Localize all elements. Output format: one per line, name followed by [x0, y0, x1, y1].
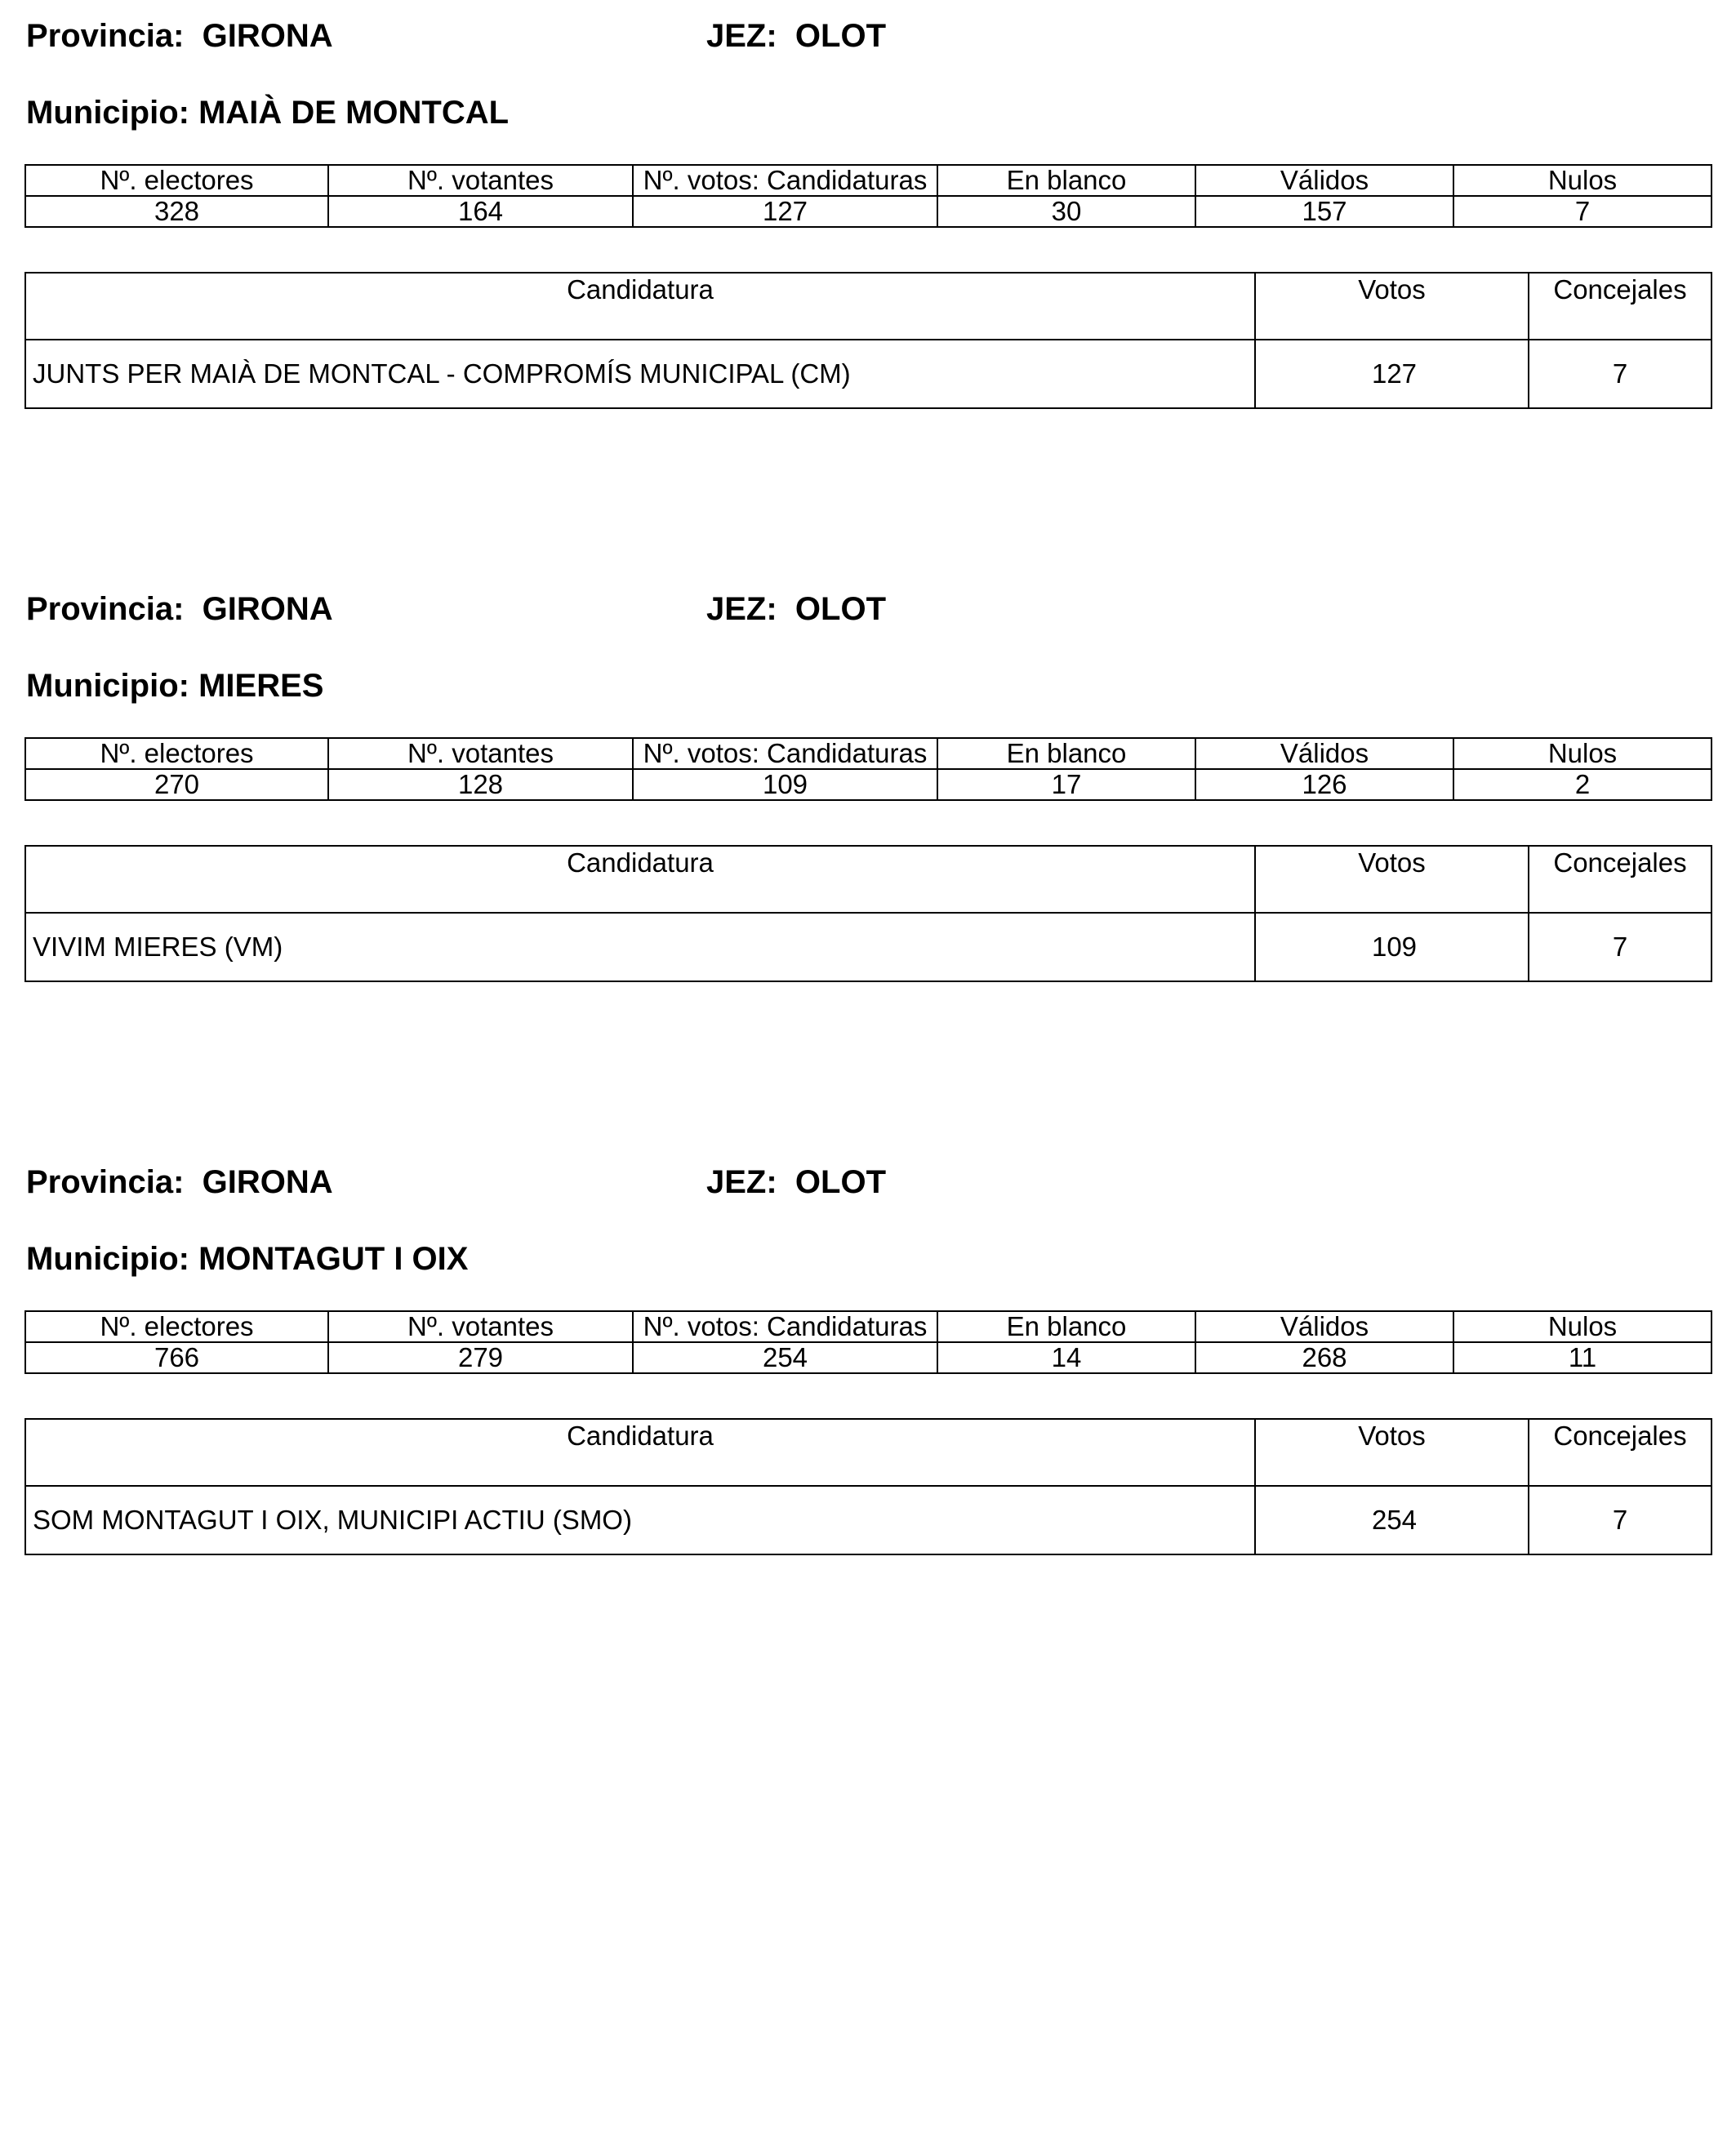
- header-votos-candidaturas: Nº. votos: Candidaturas: [633, 1311, 937, 1342]
- municipality-block: [0, 573, 1736, 1030]
- header-votantes: Nº. votantes: [328, 1311, 633, 1342]
- jez-line: [706, 1163, 886, 1202]
- jez-value: OLOT: [795, 1164, 887, 1200]
- municipality-block: [0, 0, 1736, 457]
- value-en-blanco: 17: [937, 769, 1195, 800]
- jez-value: OLOT: [795, 591, 887, 627]
- stats-header-row: [25, 1311, 1712, 1342]
- header-votos: Votos: [1255, 1419, 1529, 1486]
- municipio-value: MAIÀ DE MONTCAL: [198, 95, 510, 131]
- municipio-value: MIERES: [198, 668, 324, 704]
- candidatura-name: VIVIM MIERES (VM): [25, 913, 1255, 981]
- header-votos: Votos: [1255, 846, 1529, 913]
- provincia-label: Provincia:: [26, 18, 185, 54]
- stats-value-row: [25, 196, 1712, 227]
- municipio-label: Municipio:: [26, 668, 189, 704]
- municipio-line: [26, 1239, 468, 1279]
- header-nulos: Nulos: [1453, 165, 1712, 196]
- candidatura-row: [25, 913, 1712, 981]
- value-nulos: 2: [1453, 769, 1712, 800]
- municipio-line: [26, 666, 323, 705]
- value-electores: 270: [25, 769, 328, 800]
- candidatura-concejales: 7: [1529, 340, 1712, 408]
- value-votantes: 128: [328, 769, 633, 800]
- header-candidatura: Candidatura: [25, 273, 1255, 340]
- jez-value: OLOT: [795, 18, 887, 54]
- candidatura-table: [24, 272, 1712, 409]
- header-votos-candidaturas: Nº. votos: Candidaturas: [633, 738, 937, 769]
- header-candidatura: Candidatura: [25, 1419, 1255, 1486]
- value-electores: 328: [25, 196, 328, 227]
- value-nulos: 7: [1453, 196, 1712, 227]
- value-votantes: 279: [328, 1342, 633, 1373]
- value-votos-candidaturas: 109: [633, 769, 937, 800]
- header-electores: Nº. electores: [25, 1311, 328, 1342]
- value-votantes: 164: [328, 196, 633, 227]
- jez-label: JEZ:: [706, 591, 777, 627]
- candidatura-row: [25, 1486, 1712, 1554]
- provincia-line: [26, 16, 333, 56]
- candidatura-votos: 254: [1255, 1486, 1529, 1554]
- header-validos: Válidos: [1195, 1311, 1453, 1342]
- value-en-blanco: 14: [937, 1342, 1195, 1373]
- provincia-label: Provincia:: [26, 1164, 185, 1200]
- provincia-value: GIRONA: [202, 18, 333, 54]
- jez-label: JEZ:: [706, 18, 777, 54]
- candidatura-name: SOM MONTAGUT I OIX, MUNICIPI ACTIU (SMO): [25, 1486, 1255, 1554]
- header-votos-candidaturas: Nº. votos: Candidaturas: [633, 165, 937, 196]
- candidatura-header-row: [25, 1419, 1712, 1486]
- value-validos: 126: [1195, 769, 1453, 800]
- jez-label: JEZ:: [706, 1164, 777, 1200]
- municipio-line: [26, 93, 509, 132]
- header-votantes: Nº. votantes: [328, 165, 633, 196]
- header-concejales: Concejales: [1529, 846, 1712, 913]
- provincia-line: [26, 589, 333, 629]
- header-concejales: Concejales: [1529, 273, 1712, 340]
- value-electores: 766: [25, 1342, 328, 1373]
- provincia-label: Provincia:: [26, 591, 185, 627]
- municipio-value: MONTAGUT I OIX: [198, 1241, 469, 1277]
- stats-value-row: [25, 1342, 1712, 1373]
- header-concejales: Concejales: [1529, 1419, 1712, 1486]
- jez-line: [706, 589, 886, 629]
- header-en-blanco: En blanco: [937, 738, 1195, 769]
- candidatura-concejales: 7: [1529, 913, 1712, 981]
- header-nulos: Nulos: [1453, 1311, 1712, 1342]
- candidatura-row: [25, 340, 1712, 408]
- provincia-line: [26, 1163, 333, 1202]
- provincia-value: GIRONA: [202, 1164, 333, 1200]
- municipio-label: Municipio:: [26, 95, 189, 131]
- candidatura-votos: 127: [1255, 340, 1529, 408]
- candidatura-table: [24, 845, 1712, 982]
- candidatura-header-row: [25, 846, 1712, 913]
- header-en-blanco: En blanco: [937, 1311, 1195, 1342]
- stats-table: [24, 164, 1712, 228]
- header-validos: Válidos: [1195, 165, 1453, 196]
- value-nulos: 11: [1453, 1342, 1712, 1373]
- header-electores: Nº. electores: [25, 738, 328, 769]
- candidatura-name: JUNTS PER MAIÀ DE MONTCAL - COMPROMÍS MUNICIPAL (CM): [25, 340, 1255, 408]
- provincia-value: GIRONA: [202, 591, 333, 627]
- header-en-blanco: En blanco: [937, 165, 1195, 196]
- value-votos-candidaturas: 254: [633, 1342, 937, 1373]
- municipio-label: Municipio:: [26, 1241, 189, 1277]
- value-validos: 268: [1195, 1342, 1453, 1373]
- header-nulos: Nulos: [1453, 738, 1712, 769]
- header-votos: Votos: [1255, 273, 1529, 340]
- jez-line: [706, 16, 886, 56]
- header-votantes: Nº. votantes: [328, 738, 633, 769]
- candidatura-votos: 109: [1255, 913, 1529, 981]
- stats-header-row: [25, 165, 1712, 196]
- stats-table: [24, 737, 1712, 801]
- candidatura-concejales: 7: [1529, 1486, 1712, 1554]
- candidatura-table: [24, 1418, 1712, 1555]
- stats-table: [24, 1310, 1712, 1374]
- candidatura-header-row: [25, 273, 1712, 340]
- municipality-block: [0, 1146, 1736, 1603]
- header-candidatura: Candidatura: [25, 846, 1255, 913]
- header-validos: Válidos: [1195, 738, 1453, 769]
- stats-value-row: [25, 769, 1712, 800]
- header-electores: Nº. electores: [25, 165, 328, 196]
- stats-header-row: [25, 738, 1712, 769]
- value-en-blanco: 30: [937, 196, 1195, 227]
- value-votos-candidaturas: 127: [633, 196, 937, 227]
- value-validos: 157: [1195, 196, 1453, 227]
